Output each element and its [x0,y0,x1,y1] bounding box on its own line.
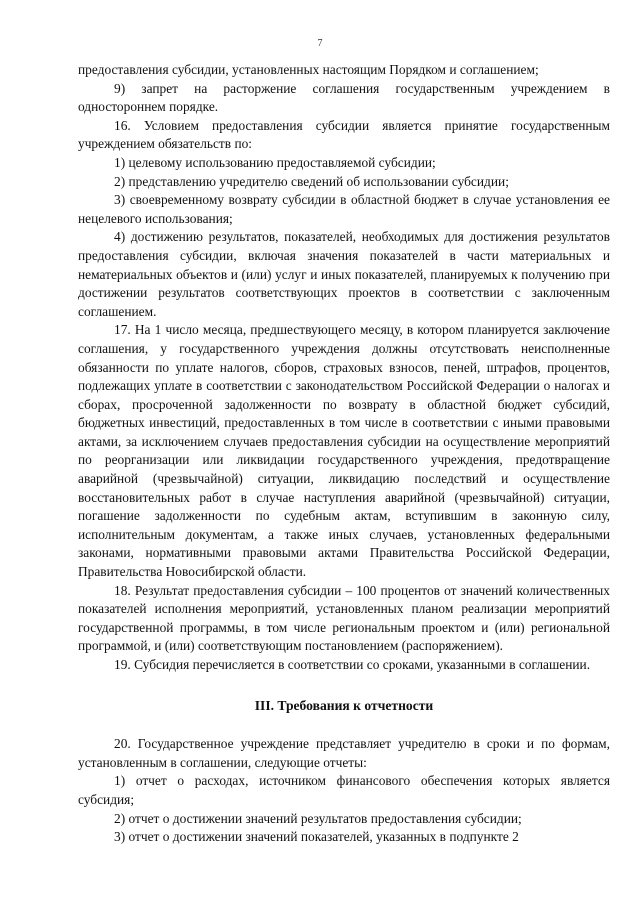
paragraphs-before-heading [78,61,610,675]
paragraph: 20. Государственное учреждение представляет учредителю в сроки и по формам, установленным в соглашении, следующие отчеты: [78,736,610,770]
paragraph: 2) отчет о достижении значений результатов предоставления субсидии; [114,810,522,826]
paragraph: 19. Субсидия перечисляется в соответствии со сроками, указанными в соглашении. [114,657,591,672]
paragraph: 1) отчет о расходах, источником финансового обеспечения которых является субсидия; [78,773,610,807]
page-number: 7 [317,38,323,49]
document-body [78,61,610,847]
paragraphs-after-heading [78,735,610,847]
paragraph: предоставления субсидии, установленных настоящим Порядком и соглашением; [78,62,539,77]
paragraph: 1) целевому использованию предоставляемой субсидии; [114,154,436,170]
paragraph: 3) отчет о достижении значений показателей, указанных в подпункте 2 [114,829,519,845]
section-heading: III. Требования к отчетности [254,697,434,713]
paragraph: 9) запрет на расторжение соглашения государственным учреждением в одностороннем порядке. [78,80,610,115]
paragraph: 3) своевременному возврату субсидии в областной бюджет в случае установления ее нецелевого использования; [78,192,610,226]
paragraph: 2) представлению учредителю сведений об использовании субсидии; [114,173,509,189]
paragraph: 4) достижению результатов, показателей, необходимых для достижения результатов предоставления субсидии, включая значения показателей в части материальных и нематериальных объектов и (или) услуг и иных показателей, планируемых к получению при достижении результатов соответствующих проектов в соответствии с заключенным соглашением. [78,229,610,319]
paragraph: 17. На 1 число месяца, предшествующего месяцу, в котором планируется заключение соглашения, у государственного учреждения должны отсутствовать неисполненные обязанности по уплате налогов, сборов, страховых взносов, пеней, штрафов, процентов, подлежащих уплате в соответствии с законодательством Российской Федерации о налогах и сборах, просроченной задолженности по возврату в областной бюджет субсидий, бюджетных инвестиций, предоставленных в том числе в соответствии с иными правовыми актами, за исключением случаев предоставления субсидии на осуществление мероприятий по реорганизации или ликвидации государственного учреждения, предотвращение аварийной (чрезвычайной) ситуации, ликвидацию последствий и осуществление восстановительных работ в случае наступления аварийной (чрезвычайной) ситуации, погашение задолженности по судебным актам, вступившим в законную силу, исполнительным документам, а также иных случаев, установленных федеральными законами, нормативными правовыми актами Правительства Российской Федерации, Правительства Новосибирской области. [78,322,610,580]
paragraph: 16. Условием предоставления субсидии является принятие государственным учреждением обязательств по: [78,117,610,152]
paragraph: 18. Результат предоставления субсидии – 100 процентов от значений количественных показателей исполнения мероприятий, установленных планом реализации мероприятий государственной программы, в том числе региональным проектом и (или) региональной программой, и (или) соответствующим постановлением (распоряжением). [78,582,610,654]
